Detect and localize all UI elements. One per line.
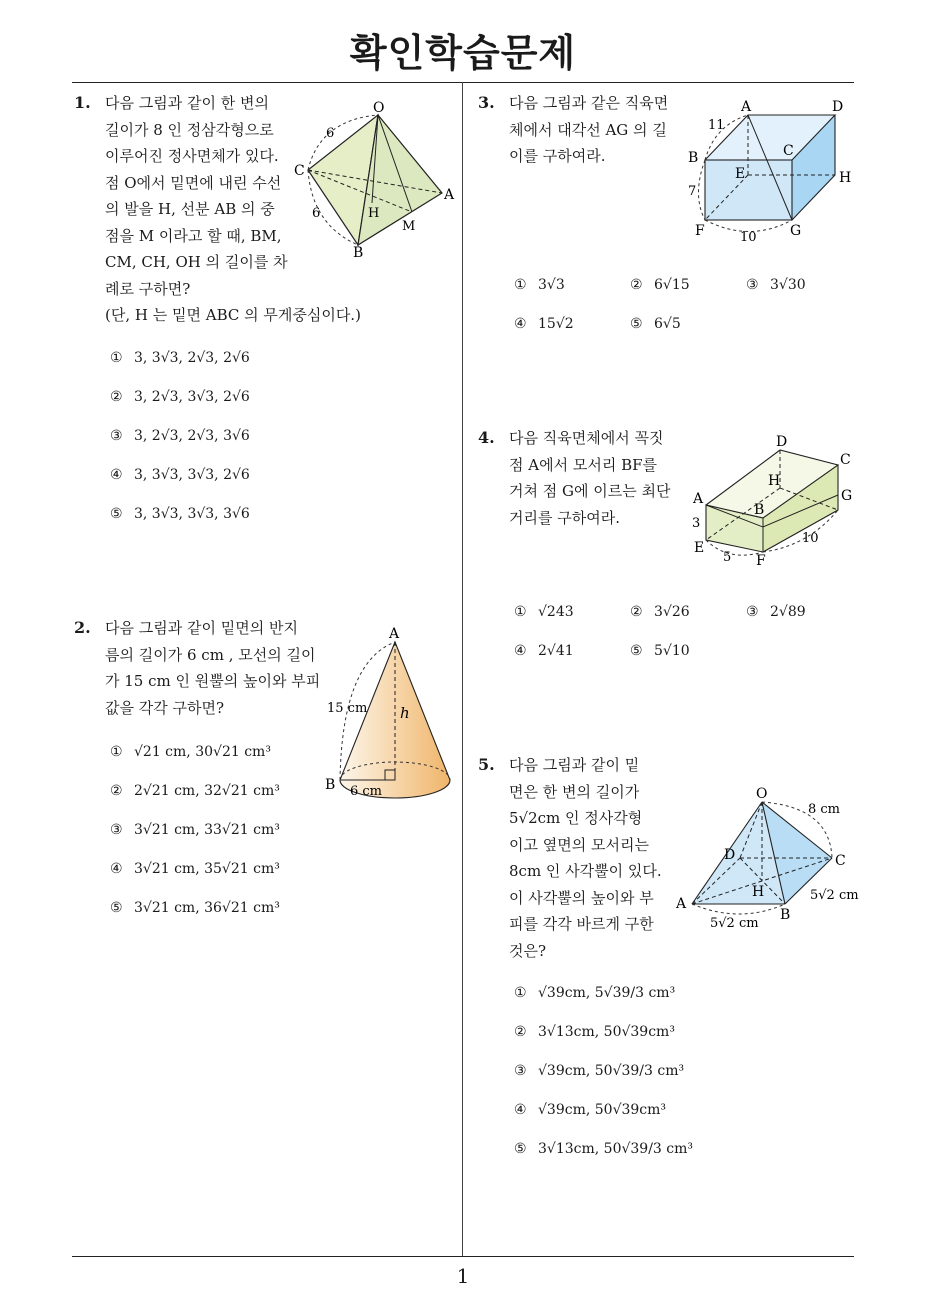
option-mark: ④ [514,1102,527,1118]
vertex-label: H [752,884,765,900]
vertex-label: D [832,99,844,115]
edge-length-label: 8 cm [808,802,841,817]
edge-length-label: 5√2 cm [810,888,859,903]
vertex-label: C [840,452,851,468]
tetrahedron-figure [290,95,460,265]
question-text: 다음 그림과 같은 직육면 체에서 대각선 AG 의 길 이를 구하여라. [509,94,669,165]
cuboid-figure [680,95,860,245]
option-mark: ① [110,744,123,760]
option-text: 3√21 cm, 35√21 cm³ [134,861,280,877]
option-mark: ② [110,783,123,799]
vertex-label: H [368,206,380,221]
option-text: 2√89 [770,604,806,620]
option-text: 3, 2√3, 2√3, 3√6 [134,428,250,444]
edge-length-label: 3 [692,516,701,531]
option-text: 3√30 [770,277,806,293]
option-4[interactable] [110,467,250,483]
question-number: 5. [478,755,495,774]
vertex-label: A [741,99,752,115]
option-mark: ④ [514,643,527,659]
vertex-label: G [841,488,853,504]
option-mark: ② [630,277,643,293]
option-text: √243 [538,604,574,620]
question-3 [478,90,688,170]
option-text: √21 cm, 30√21 cm³ [134,744,271,760]
option-2[interactable] [630,604,690,620]
bottom-rule [72,1256,854,1257]
vertex-label: B [688,150,699,166]
option-text: 3, 3√3, 3√3, 2√6 [134,467,250,483]
vertex-label: O [756,786,768,802]
question-number: 4. [478,428,495,447]
option-mark: ⑤ [110,506,123,522]
top-rule [72,82,854,83]
vertex-label: D [776,434,788,450]
radius-label: 6 cm [350,784,383,799]
option-text: √39cm, 50√39cm³ [538,1102,667,1118]
option-text: 3√13cm, 50√39cm³ [538,1024,675,1040]
option-text: 6√15 [654,277,690,293]
option-text: 3√13cm, 50√39/3 cm³ [538,1141,694,1157]
question-2 [74,615,324,721]
option-mark: ② [514,1024,527,1040]
page-number: 1 [456,1264,470,1288]
edge-length-label: 7 [688,184,697,199]
option-text: 2√41 [538,643,574,659]
option-3[interactable] [746,277,806,293]
option-3[interactable] [110,822,280,838]
option-text: 3√21 cm, 36√21 cm³ [134,900,280,916]
vertex-label: H [839,170,852,186]
option-4[interactable] [110,861,280,877]
option-1[interactable] [110,744,271,760]
vertex-label: M [402,219,416,234]
option-mark: ① [514,985,527,1001]
edge-length-label: 11 [708,118,725,133]
vertex-label: C [835,853,846,869]
option-text: 6√5 [654,316,681,332]
pyramid-figure [670,782,862,932]
option-2[interactable] [630,277,690,293]
vertex-label: A [693,491,704,507]
vertex-label: A [444,187,455,203]
option-text: 3, 3√3, 2√3, 2√6 [134,350,250,366]
question-5 [478,752,673,964]
option-mark: ④ [514,316,527,332]
vertex-label: G [790,223,802,239]
option-mark: ③ [746,604,759,620]
option-1[interactable] [514,277,565,293]
cone-figure [322,622,457,807]
question-number: 1. [74,93,91,112]
option-mark: ④ [110,861,123,877]
option-3[interactable] [746,604,806,620]
option-text: 5√10 [654,643,690,659]
option-3[interactable] [514,1063,684,1079]
vertex-label: B [325,777,336,793]
question-4 [478,425,688,531]
cuboid-path-figure [688,430,863,570]
option-text: 3√26 [654,604,690,620]
option-5[interactable] [630,643,690,659]
question-text: 다음 그림과 같이 밑면의 반지 름의 길이가 6 cm , 모선의 길이 가 15 cm 인 원뿔의 높이와 부피 값을 각각 구하면? [105,619,321,717]
height-label: h [400,704,410,722]
option-mark: ⑤ [630,643,643,659]
question-text: 다음 그림과 같이 밑 면은 한 변의 길이가 5√2cm 인 정사각형 이고 옆면의 모서리는 8cm 인 사각뿔이 있다. 이 사각뿔의 높이와 부 피를 각각 바르게 구한 것은? [509,756,662,960]
option-2[interactable] [514,1024,675,1040]
option-text: √39cm, 50√39/3 cm³ [538,1063,685,1079]
option-text: 3√21 cm, 33√21 cm³ [134,822,280,838]
vertex-label: C [294,163,305,179]
vertex-label: A [389,626,400,642]
vertex-label: E [735,166,746,182]
edge-length-label: 10 [740,230,757,245]
option-5[interactable] [110,900,280,916]
option-mark: ③ [110,822,123,838]
edge-length-label: 6 [312,206,321,221]
option-mark: ② [630,604,643,620]
option-1[interactable] [514,604,574,620]
vertex-label: F [756,553,766,569]
question-text: 다음 그림과 같이 한 변의 길이가 8 인 정삼각형으로 이루어진 정사면체가 있다. 점 O에서 밑면에 내린 수선 의 발을 H, 선분 AB 의 중 점을 M 이라고 할 때, BM, CM, CH, OH 의 길이를 차 례로 구하면? (단, H 는 밑면 ABC 의 무게중심이다.) [105,94,361,324]
option-mark: ⑤ [630,316,643,332]
page-title: 확인학습문제 [349,31,577,75]
option-mark: ⑤ [514,1141,527,1157]
option-5[interactable] [514,1141,693,1157]
option-5[interactable] [110,506,250,522]
vertex-label: H [768,473,781,489]
edge-length-label: 10 [802,531,819,546]
edge-length-label: 5 [723,550,732,565]
option-3[interactable] [110,428,250,444]
option-mark: ③ [110,428,123,444]
slant-label: 15 cm [327,701,368,716]
option-text: √39cm, 5√39/3 cm³ [538,985,676,1001]
option-2[interactable] [110,783,280,799]
option-text: 3, 2√3, 3√3, 2√6 [134,389,250,405]
vertex-label: A [676,896,687,912]
vertex-label: C [783,143,794,159]
option-2[interactable] [110,389,250,405]
question-text: 다음 직육면체에서 꼭짓 점 A에서 모서리 BF를 거쳐 점 G에 이르는 최단 거리를 구하여라. [509,429,671,527]
option-4[interactable] [514,316,574,332]
option-mark: ③ [514,1063,527,1079]
option-text: 2√21 cm, 32√21 cm³ [134,783,280,799]
option-mark: ⑤ [110,900,123,916]
option-mark: ① [514,604,527,620]
vertex-label: B [353,245,364,261]
vertex-label: O [373,100,385,116]
option-1[interactable] [110,350,250,366]
edge-length-label: 6 [326,126,335,141]
option-mark: ① [110,350,123,366]
vertex-label: E [694,540,705,556]
vertex-label: D [724,847,736,863]
vertex-label: F [695,223,705,239]
option-4[interactable] [514,643,574,659]
option-5[interactable] [630,316,681,332]
option-mark: ① [514,277,527,293]
option-mark: ④ [110,467,123,483]
option-text: 3√3 [538,277,565,293]
vertex-label: B [754,502,765,518]
option-mark: ③ [746,277,759,293]
column-divider [462,82,463,1256]
vertex-label: B [780,907,791,923]
question-number: 3. [478,93,495,112]
option-4[interactable] [514,1102,666,1118]
edge-length-label: 5√2 cm [710,916,759,931]
option-mark: ② [110,389,123,405]
option-text: 3, 3√3, 3√3, 3√6 [134,506,250,522]
option-text: 15√2 [538,316,574,332]
option-1[interactable] [514,985,675,1001]
question-number: 2. [74,618,91,637]
